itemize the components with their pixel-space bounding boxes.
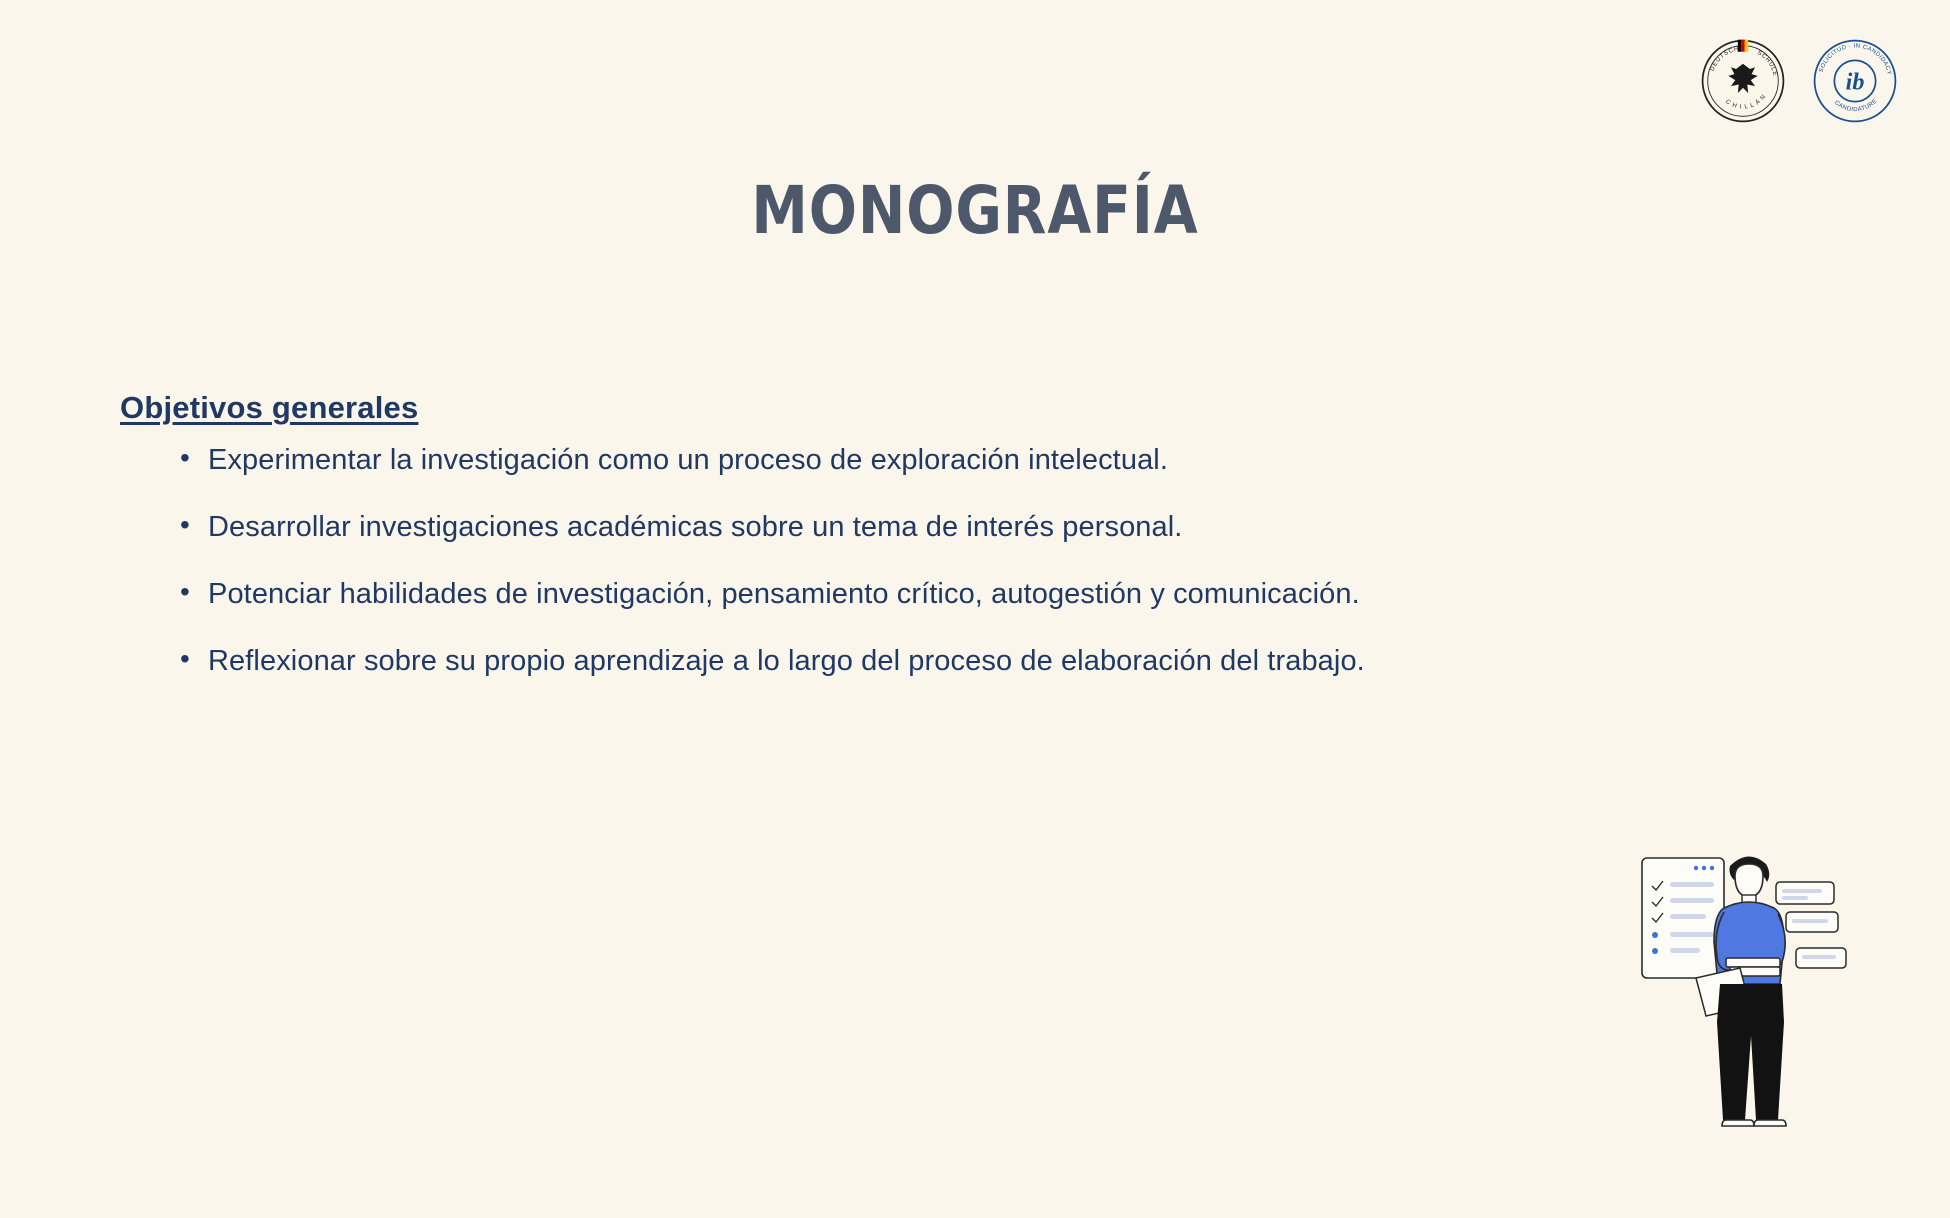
deutsche-schule-chillan-logo xyxy=(1700,38,1786,124)
list-item: • Desarrollar investigaciones académicas sobre un tema de interés personal. xyxy=(180,509,1680,546)
student-with-books-illustration xyxy=(1638,838,1898,1188)
list-item: • Reflexionar sobre su propio aprendizaje a lo largo del proceso de elaboración del trabajo. xyxy=(180,643,1680,680)
svg-text:DEUTSCHE: DEUTSCHE xyxy=(1709,45,1745,73)
svg-text:ib: ib xyxy=(1845,69,1865,96)
svg-text:CANDIDATURE: CANDIDATURE xyxy=(1833,98,1879,114)
svg-text:SOLICITUD · IN CANDIDACY: SOLICITUD · IN CANDIDACY xyxy=(1818,43,1893,76)
list-item: • Experimentar la investigación como un proceso de exploración intelectual. xyxy=(180,442,1680,479)
logo-strip xyxy=(1700,38,1898,124)
list-item: • Potenciar habilidades de investigación, pensamiento crítico, autogestión y comunicación. xyxy=(180,576,1680,613)
content-block xyxy=(120,390,1680,710)
svg-text:C H I L L Á N: C H I L L Á N xyxy=(1724,93,1768,111)
svg-text:SCHULE: SCHULE xyxy=(1756,49,1778,78)
page-title: MONOGRAFÍA xyxy=(751,172,1199,249)
objectives-list xyxy=(120,442,1680,680)
ib-candidate-school-logo xyxy=(1812,38,1898,124)
section-heading: Objetivos generales xyxy=(120,390,419,425)
